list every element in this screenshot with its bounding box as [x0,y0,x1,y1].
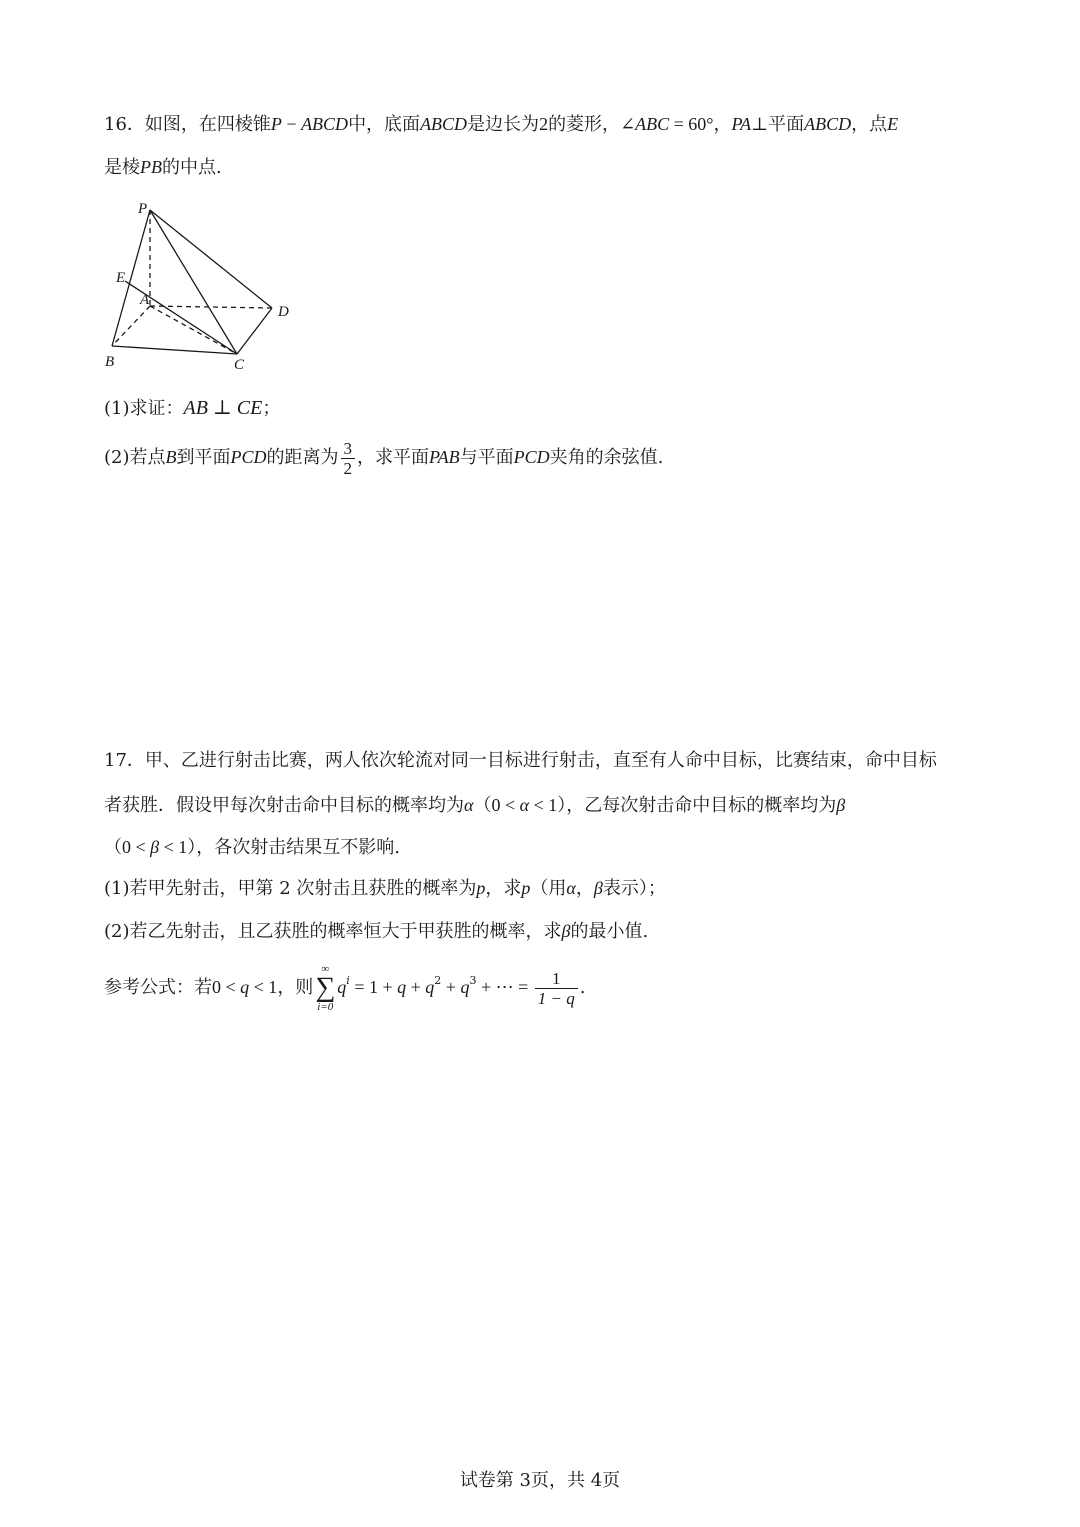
q17-line-2: 者获胜．假设甲每次射击命中目标的概率均为α（0 < α < 1），乙每次射击命中目标的概率均为β [104,795,846,816]
q17-line-1: 17．甲、乙进行射击比赛，两人依次轮流对同一目标进行射击，直至有人命中目标，比赛结束，命中目标 [104,750,937,771]
q17-line-3: （0 < β < 1），各次射击结果互不影响. [104,837,401,858]
fraction-3-2: $\frac{3}{2}$ [341,439,356,478]
edge-PC [150,210,237,354]
fraction-1-over-1-minus-q: $\frac{1}{1 - q}$ [535,969,578,1008]
q17-part-1: (1)若甲先射击，甲第 2 次射击且获胜的概率为p，求p（用α，β表示）； [104,878,666,899]
edge-AD [150,306,272,308]
edge-AC [150,306,237,354]
q16-line-2: 是棱PB的中点. [104,157,222,178]
label-E: E [116,270,126,286]
edge-PD [150,210,272,308]
summation: ∞ ∑ i=0 [315,963,336,1013]
q17-part-2: (2)若乙先射击，且乙获胜的概率恒大于甲获胜的概率，求β的最小值. [104,921,649,942]
edge-BC [112,346,237,354]
q16-part-2: (2)若点B到平面PCD的距离为 $\frac{3}{2}$ ，求平面PAB与平面PCD夹角的余弦值. [104,438,664,478]
edge-CD [237,308,272,354]
label-C: C [234,357,245,373]
label-B: B [105,354,115,370]
label-D: D [278,304,289,320]
q16-part-1: (1)求证：AB ⊥ CE； [104,397,281,419]
label-A: A [140,292,150,308]
q17-formula: 参考公式：若0 < q < 1，则 ∞ ∑ i=0 $q^i = 1 + q + q^2 + q^3$ + ⋯ = $\frac{1}{1 - q}$ . [104,963,586,1013]
page-footer: 试卷第 3页，共 4页 [459,1470,621,1491]
label-P: P [138,201,148,217]
pyramid-figure [100,196,300,376]
q16-line-1: 16．如图，在四棱锥P − ABCD中，底面ABCD是边长为2的菱形，∠ABC = 60°，PA⊥平面ABCD，点E [104,114,899,135]
